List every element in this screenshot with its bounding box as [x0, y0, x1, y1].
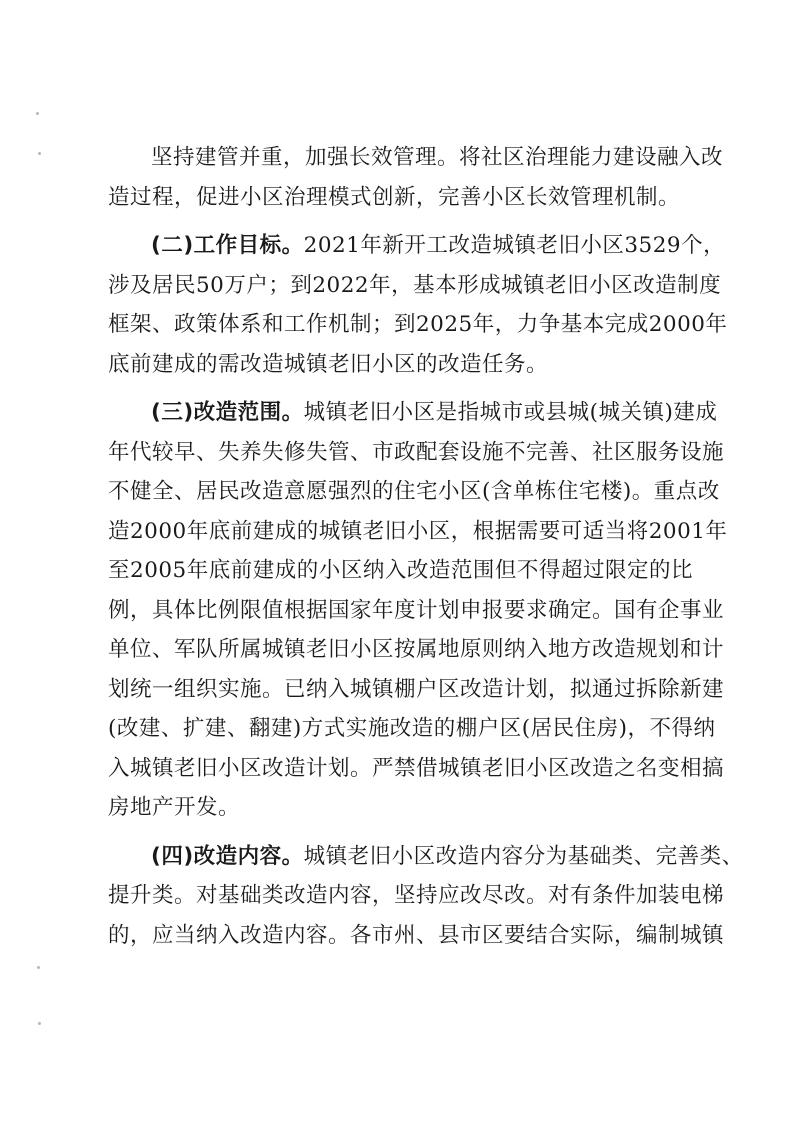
text-line: 例，具体比例限值根据国家年度计划申报要求确定。国有企事业: [108, 597, 725, 623]
text-run: 2021年新开工改造城镇老旧小区3529个，: [303, 233, 726, 258]
text-line: 单位、军队所属城镇老旧小区按属地原则纳入地方改造规划和计: [108, 637, 725, 662]
text-line: 框架、政策体系和工作机制；到2025年，力争基本完成2000年: [108, 312, 728, 337]
text-line: 提升类。对基础类改造内容，坚持应改尽改。对有条件加装电梯: [108, 883, 725, 908]
text-line: 底前建成的需改造城镇老旧小区的改造任务。: [108, 351, 549, 377]
paragraph-governance: [108, 138, 724, 217]
text-line: 不健全、居民改造意愿强烈的住宅小区(含单栋住宅楼)。重点改: [108, 479, 720, 504]
scan-speck: [37, 966, 40, 969]
text-line: [108, 837, 744, 877]
text-line: 的，应当纳入改造内容。各市州、县市区要结合实际，编制城镇: [108, 922, 725, 948]
text-line: 涉及居民50万户；到2022年，基本形成城镇老旧小区改造制度: [108, 272, 722, 298]
text-line: [108, 226, 726, 266]
text-line: 造过程，促进小区治理模式创新，完善小区长效管理机制。: [108, 184, 681, 210]
document-page: [108, 138, 744, 955]
text-line: 至2005年底前建成的小区纳入改造范围但不得超过限定的比: [108, 558, 693, 583]
text-line: 坚持建管并重，加强长效管理。将社区治理能力建设融入改: [151, 145, 724, 170]
section-heading: (二)工作目标。: [151, 233, 304, 258]
text-line: 入城镇老旧小区改造计划。严禁借城镇老旧小区改造之名变相搞: [108, 755, 725, 781]
text-line: [108, 393, 718, 433]
paragraph-work-goals: [108, 226, 728, 384]
text-line: 造2000年底前建成的城镇老旧小区，根据需要可适当将2001年: [108, 518, 728, 544]
text-run: 城镇老旧小区是指城市或县城(城关镇)建成: [303, 400, 718, 425]
text-line: 年代较早、失养失修失管、市政配套设施不完善、社区服务设施: [108, 439, 725, 465]
text-run: 城镇老旧小区改造内容分为基础类、完善类、: [303, 843, 744, 869]
section-heading: (三)改造范围。: [151, 400, 304, 425]
scan-speck: [38, 152, 41, 155]
paragraph-renovation-content: [108, 837, 744, 956]
scan-speck: [36, 112, 39, 115]
section-heading: (四)改造内容。: [151, 843, 304, 869]
text-line: 房地产开发。: [108, 795, 241, 820]
text-line: (改建、扩建、翻建)方式实施改造的棚户区(居民住房)，不得纳: [108, 716, 716, 741]
paragraph-renovation-scope: [108, 393, 728, 828]
text-line: 划统一组织实施。已纳入城镇棚户区改造计划，拟通过拆除新建: [108, 676, 725, 702]
scan-speck: [38, 1022, 41, 1025]
